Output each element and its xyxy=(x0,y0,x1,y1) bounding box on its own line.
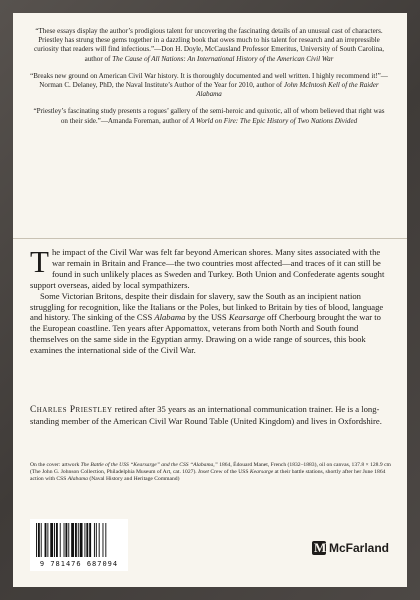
credit-text: Crew of the USS xyxy=(208,469,250,476)
barcode-bar xyxy=(54,523,55,557)
barcode-bar xyxy=(89,523,91,557)
barcode-bar xyxy=(75,523,77,557)
cover-credit-text xyxy=(30,462,392,484)
artwork-title: The Battle of the USS “Kearsarge” and the CSS “Alabama,” xyxy=(80,462,218,468)
credit-text: at their battle stations, shortly after her June 1864 action with CSS xyxy=(30,469,386,483)
isbn-number: 9 781476 687094 xyxy=(39,560,119,568)
author-bio-paragraph xyxy=(30,404,392,427)
author-bio-text: retired after 35 years as an international communication trainer. He is a long-standing member of the American Civil War Round Table (United Kingdom) and lives in Oxfordshire. xyxy=(30,404,382,426)
endorsements xyxy=(30,27,388,134)
barcode-bar xyxy=(103,523,104,557)
mcfarland-logo-icon xyxy=(312,541,326,555)
author-bio xyxy=(30,404,392,427)
barcode-bar xyxy=(68,523,69,557)
ship-name: Kearsarge xyxy=(249,469,274,476)
barcode-bar xyxy=(99,523,100,557)
barcode-bar xyxy=(60,523,61,557)
endorsement-foreman xyxy=(30,107,388,125)
barcode-bar xyxy=(56,523,58,557)
barcode-bar xyxy=(45,523,47,557)
barcode-bar xyxy=(78,523,79,557)
barcode-bar xyxy=(50,523,53,557)
description-text: by the USS xyxy=(185,312,229,323)
barcode-bar xyxy=(86,523,88,557)
ship-name: Kearsarge xyxy=(228,312,265,323)
endorsement-attribution: —Norman C. Delaney, PhD, the Naval Institute’s Author of the Year for 2010, author of xyxy=(39,71,388,90)
ship-name: Alabama xyxy=(67,476,88,483)
endorsement-work-title: A World on Fire: The Epic History of Two Nations Divided xyxy=(190,116,358,125)
drop-cap: T xyxy=(30,244,49,279)
endorsement-work-title: John McIntosh Kell of the Raider Alabama xyxy=(196,81,379,99)
endorsement-quote: “These essays display the author’s prodigious talent for uncovering the fascinating details of an unusual cast of characters. Priestley has strung these gems together in a dazzling book that owes much to his talent for research and an irrepressible curiosity that readers will find infectious.” xyxy=(33,27,383,54)
section-divider xyxy=(13,238,407,239)
logo-letter: M xyxy=(314,540,327,555)
endorsement-work-title: The Cause of All Nations: An International History of the American Civil War xyxy=(112,54,334,63)
barcode-bar xyxy=(105,523,106,557)
barcode-bar xyxy=(71,523,74,557)
cover-credit xyxy=(30,462,392,484)
barcode-bars xyxy=(30,519,128,559)
description-text: off Cherbourg brought the war to the European coastline. Ten years after Appomattox, veterans from both North and South found themselves on the same side in the Egyptian army. Drawing on a wide range of sources, this book examines the international side of the Civil War. xyxy=(30,312,381,356)
description-text: he impact of the Civil War was felt far beyond American shores. Many sites associated with the war remain in Britain and France—the two countries most affected—and traces of it can still be found in such unlikely places as Sweden and Turkey. Both Union and Confederate agents sought support overseas, aided by local sympathizers. xyxy=(30,247,385,290)
endorsement-quote: “Priestley’s fascinating study presents a rogues’ gallery of the semi-heroic and quixotic, all of whom believed that right was on their side.” xyxy=(33,107,385,125)
barcode-bar xyxy=(41,523,42,557)
barcode-bar xyxy=(96,523,97,557)
isbn-barcode xyxy=(30,519,128,571)
description-text: Some Victorian Britons, despite their disdain for slavery, saw the South as an incipient nation struggling for recognition, like the Italians or the Poles, but linked to Britain by ties of blood, language and history. The sinking of the CSS xyxy=(30,290,384,323)
credit-text: 1864, Édouard Manet, French (1832–1883), oil on canvas, 137.8 × 128.9 cm (The John G. Johnson Collection, Philadelphia Museum of Art, cat. 1027). xyxy=(30,462,391,476)
endorsement-attribution: —Don H. Doyle, McCausland Professor Emeritus, University of South Carolina, author of xyxy=(84,45,385,63)
barcode-bar xyxy=(47,523,48,557)
barcode-bar xyxy=(84,523,85,557)
publisher-name: McFarland xyxy=(329,541,390,555)
description-paragraph-1 xyxy=(30,244,392,291)
barcode-bar xyxy=(65,523,67,557)
description-paragraph-2 xyxy=(30,291,392,356)
barcode-bar xyxy=(80,523,83,557)
barcode-bar xyxy=(38,523,40,557)
author-name: Charles Priestley xyxy=(30,405,113,415)
credit-text: (Naval History and Heritage Command) xyxy=(87,476,180,483)
credit-text: On the cover: artwork xyxy=(30,462,81,468)
endorsement-delaney xyxy=(30,72,388,100)
endorsement-quote: “Breaks new ground on American Civil War history. It is thoroughly documented and well written. I highly recommend it!” xyxy=(30,71,381,80)
inset-label: Inset xyxy=(198,469,209,476)
barcode-bar xyxy=(64,523,65,557)
ship-name: Alabama xyxy=(154,312,186,323)
endorsement-attribution: —Amanda Foreman, author of xyxy=(100,116,191,125)
endorsement-doyle xyxy=(30,27,388,64)
book-description xyxy=(30,244,392,356)
barcode-bar xyxy=(94,523,95,557)
barcode-bar xyxy=(36,523,37,557)
publisher-logo xyxy=(312,541,389,555)
